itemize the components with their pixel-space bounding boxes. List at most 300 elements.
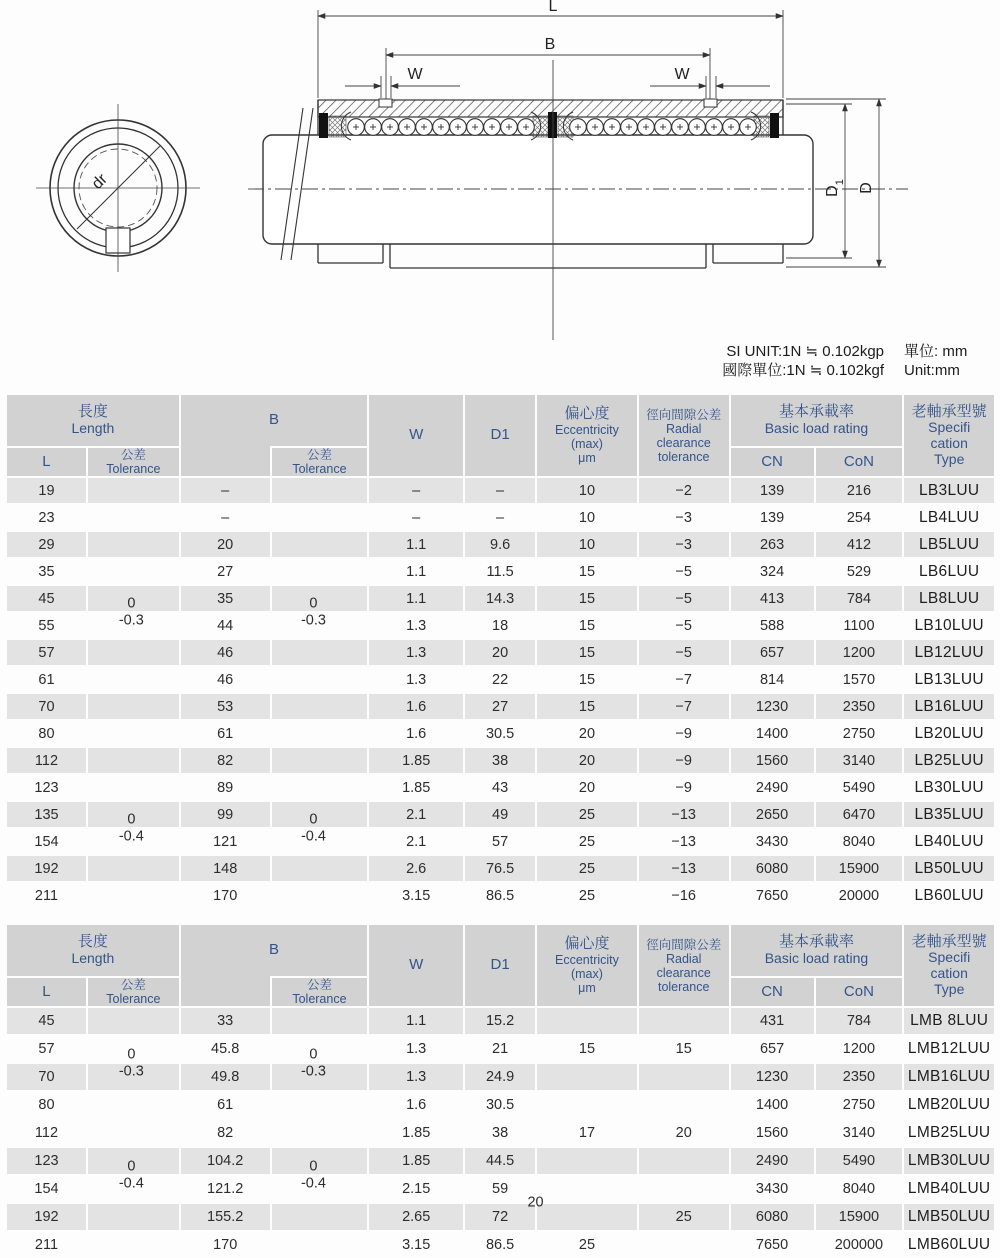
cell-L-tolerance <box>88 1008 179 1034</box>
cell-B: 148 <box>181 856 270 881</box>
cell-L: 55 <box>7 613 86 638</box>
cell-CN: 1230 <box>731 1064 814 1090</box>
cell-type: LMB16LUU <box>904 1064 994 1090</box>
cell-L: 112 <box>7 748 86 773</box>
cell-D1: – <box>465 478 535 503</box>
cell-D1: 38 <box>465 1120 535 1146</box>
cell-D1: 86.5 <box>465 883 535 908</box>
cell-L-tolerance <box>88 532 179 557</box>
cell-eccentricity: 15 <box>537 613 637 638</box>
cell-B-tolerance <box>272 1232 368 1258</box>
cell-L: 112 <box>7 1120 86 1146</box>
cell-L: 123 <box>7 1148 86 1174</box>
cell-eccentricity: 25 <box>537 829 637 854</box>
cell-D1: 30.5 <box>465 721 535 746</box>
cell-L: 123 <box>7 775 86 800</box>
header-cn: CN <box>731 978 814 1006</box>
header-length: 長度 Length <box>7 925 179 976</box>
cell-W: 2.6 <box>369 856 463 881</box>
cell-L-tolerance <box>88 505 179 530</box>
cell-radial-clearance: −9 <box>639 775 729 800</box>
cell-D1: 59 <box>465 1176 535 1202</box>
cell-B-tolerance <box>272 559 368 584</box>
cell-L-tolerance <box>88 667 179 692</box>
cell-W: 1.85 <box>369 1120 463 1146</box>
cell-W: 1.85 <box>369 775 463 800</box>
cell-B: 46 <box>181 640 270 665</box>
unit-mm-cjk: 單位: mm <box>904 343 968 360</box>
dimension-label-w-left: W <box>407 66 423 83</box>
merged-value-ecc: 20 <box>527 1194 544 1211</box>
cell-type: LB35LUU <box>904 802 994 827</box>
cell-CoN: 15900 <box>816 856 903 881</box>
cell-B: 170 <box>181 1232 270 1258</box>
cell-CN: 1400 <box>731 721 814 746</box>
shaft <box>263 135 813 244</box>
cell-L-tolerance <box>88 1092 179 1118</box>
cell-radial-clearance <box>639 1064 729 1090</box>
cell-CN: 1560 <box>731 1120 814 1146</box>
cell-eccentricity: 25 <box>537 1232 637 1258</box>
cell-D1: 43 <box>465 775 535 800</box>
cell-W: 1.1 <box>369 1008 463 1034</box>
cell-type: LB4LUU <box>904 505 994 530</box>
cell-B-tolerance <box>272 748 368 773</box>
cell-L: 211 <box>7 883 86 908</box>
header-type: 老軸承型號 Specifi cation Type <box>904 925 994 1006</box>
cell-D1: 44.5 <box>465 1148 535 1174</box>
cell-W: 3.15 <box>369 1232 463 1258</box>
cell-type: LB20LUU <box>904 721 994 746</box>
header-basic-load-rating: 基本承載率 Basic load rating <box>731 925 903 976</box>
cell-type: LB3LUU <box>904 478 994 503</box>
cell-CoN: 5490 <box>816 1148 903 1174</box>
cell-L: 23 <box>7 505 86 530</box>
cell-B-tolerance <box>272 532 368 557</box>
cell-eccentricity: 15 <box>537 640 637 665</box>
cell-D1: 76.5 <box>465 856 535 881</box>
cell-W: 1.3 <box>369 1036 463 1062</box>
cell-CN: 1400 <box>731 1092 814 1118</box>
cell-CoN: 20000 <box>816 883 903 908</box>
intl-unit-note: 國際單位:1N ≒ 0.102kgf <box>722 361 884 379</box>
cell-radial-clearance: −9 <box>639 748 729 773</box>
cell-eccentricity: 20 <box>537 721 637 746</box>
cell-B: 53 <box>181 694 270 719</box>
cell-B-tolerance <box>272 640 368 665</box>
cell-radial-clearance: 15 <box>639 1036 729 1062</box>
cell-B-tolerance <box>272 1092 368 1118</box>
dimension-label-l: L <box>548 0 558 15</box>
cell-CoN: 3140 <box>816 748 903 773</box>
cell-CoN: 8040 <box>816 829 903 854</box>
header-b: B <box>181 395 368 446</box>
cell-L-tolerance <box>88 721 179 746</box>
cell-CN: 657 <box>731 1036 814 1062</box>
cell-L: 57 <box>7 1036 86 1062</box>
cell-D1: 57 <box>465 829 535 854</box>
cell-eccentricity: 20 <box>537 748 637 773</box>
cell-B: 61 <box>181 721 270 746</box>
cell-eccentricity: 20 <box>537 775 637 800</box>
cell-eccentricity: 15 <box>537 694 637 719</box>
cell-D1: 18 <box>465 613 535 638</box>
cell-D1: 24.9 <box>465 1064 535 1090</box>
cell-B-tolerance <box>272 1120 368 1146</box>
cell-B: 104.2 <box>181 1148 270 1174</box>
dimension-label-dr: dr <box>88 170 111 193</box>
cell-type: LB12LUU <box>904 640 994 665</box>
cell-B: 82 <box>181 1120 270 1146</box>
cell-B: 27 <box>181 559 270 584</box>
cell-L-tolerance <box>88 559 179 584</box>
cell-B: 155.2 <box>181 1204 270 1230</box>
cell-radial-clearance: −13 <box>639 829 729 854</box>
cell-W: 1.6 <box>369 694 463 719</box>
cell-L: 29 <box>7 532 86 557</box>
cell-CN: 431 <box>731 1008 814 1034</box>
header-basic-load-rating: 基本承載率 Basic load rating <box>731 395 903 446</box>
cell-eccentricity <box>537 1008 637 1034</box>
cell-L-tolerance <box>88 1204 179 1230</box>
header-b-tolerance: 公差 Tolerance <box>272 448 368 476</box>
cell-CN: 657 <box>731 640 814 665</box>
cell-B: 49.8 <box>181 1064 270 1090</box>
merged-value-btol: 0 -0.4 <box>300 1158 326 1191</box>
cell-B: 33 <box>181 1008 270 1034</box>
header-l-tolerance: 公差 Tolerance <box>88 448 179 476</box>
cell-CoN: 529 <box>816 559 903 584</box>
cell-D1: 27 <box>465 694 535 719</box>
cell-W: – <box>369 478 463 503</box>
cell-CoN: 2350 <box>816 1064 903 1090</box>
cell-W: 1.1 <box>369 586 463 611</box>
cell-radial-clearance <box>639 1232 729 1258</box>
cell-L: 80 <box>7 721 86 746</box>
cell-CN: 2490 <box>731 1148 814 1174</box>
cell-eccentricity: 25 <box>537 856 637 881</box>
cell-D1: 72 <box>465 1204 535 1230</box>
unit-note <box>722 343 992 381</box>
header-con: CoN <box>816 448 903 476</box>
cell-type: LB60LUU <box>904 883 994 908</box>
header-l: L <box>7 448 86 476</box>
cell-D1: 38 <box>465 748 535 773</box>
cell-B-tolerance <box>272 856 368 881</box>
cell-B: 82 <box>181 748 270 773</box>
cell-W: 1.1 <box>369 559 463 584</box>
cell-type: LB16LUU <box>904 694 994 719</box>
cell-type: LB10LUU <box>904 613 994 638</box>
cell-CoN: 6470 <box>816 802 903 827</box>
cell-L: 45 <box>7 586 86 611</box>
cell-W: 1.1 <box>369 532 463 557</box>
cell-L: 70 <box>7 694 86 719</box>
cell-CoN: 2750 <box>816 721 903 746</box>
cell-L: 61 <box>7 667 86 692</box>
cell-B-tolerance <box>272 478 368 503</box>
cell-L: 154 <box>7 829 86 854</box>
cell-D1: 49 <box>465 802 535 827</box>
cell-CoN: 412 <box>816 532 903 557</box>
cell-CN: 413 <box>731 586 814 611</box>
cell-L-tolerance <box>88 640 179 665</box>
cell-D1: – <box>465 505 535 530</box>
cell-eccentricity: 15 <box>537 586 637 611</box>
cell-L: 154 <box>7 1176 86 1202</box>
merged-value-ltol: 0 -0.4 <box>118 1158 144 1191</box>
cell-radial-clearance: −3 <box>639 532 729 557</box>
cell-B: 170 <box>181 883 270 908</box>
cell-type: LB50LUU <box>904 856 994 881</box>
cell-radial-clearance <box>639 1148 729 1174</box>
cell-CN: 2490 <box>731 775 814 800</box>
cell-type: LB5LUU <box>904 532 994 557</box>
cell-CN: 6080 <box>731 1204 814 1230</box>
cell-L: 192 <box>7 856 86 881</box>
cell-CoN: 5490 <box>816 775 903 800</box>
cell-CN: 2650 <box>731 802 814 827</box>
cell-type: LMB 8LUU <box>904 1008 994 1034</box>
header-cn: CN <box>731 448 814 476</box>
cell-CoN: 216 <box>816 478 903 503</box>
cell-radial-clearance: −5 <box>639 613 729 638</box>
cell-B: 20 <box>181 532 270 557</box>
merged-value-btol: 0 -0.3 <box>300 595 326 628</box>
unit-mm-en: Unit:mm <box>904 361 960 379</box>
cell-CN: 3430 <box>731 1176 814 1202</box>
cell-radial-clearance: −13 <box>639 856 729 881</box>
cell-type: LB8LUU <box>904 586 994 611</box>
cell-W: 1.3 <box>369 1064 463 1090</box>
cell-W: 2.15 <box>369 1176 463 1202</box>
cell-type: LMB40LUU <box>904 1176 994 1202</box>
dimension-label-d: D <box>858 182 875 194</box>
cell-CN: 324 <box>731 559 814 584</box>
cell-CN: 263 <box>731 532 814 557</box>
cell-CN: 1560 <box>731 748 814 773</box>
cell-L-tolerance <box>88 856 179 881</box>
cell-eccentricity <box>537 1064 637 1090</box>
cell-eccentricity: 25 <box>537 883 637 908</box>
cell-CN: 6080 <box>731 856 814 881</box>
header-b-tolerance: 公差 Tolerance <box>272 978 368 1006</box>
cell-radial-clearance: −2 <box>639 478 729 503</box>
cell-L-tolerance <box>88 883 179 908</box>
si-unit-note: SI UNIT:1N ≒ 0.102kgp <box>726 343 884 360</box>
cell-radial-clearance <box>639 1176 729 1202</box>
header-radial-clearance: 徑向間隙公差 Radial clearance tolerance <box>639 395 729 476</box>
cell-CoN: 2750 <box>816 1092 903 1118</box>
cell-B: 121.2 <box>181 1176 270 1202</box>
cell-CN: 7650 <box>731 883 814 908</box>
cell-W: 1.6 <box>369 721 463 746</box>
cell-L-tolerance <box>88 1120 179 1146</box>
cell-W: 1.85 <box>369 1148 463 1174</box>
bearing-technical-drawing <box>0 0 1000 340</box>
cell-CoN: 254 <box>816 505 903 530</box>
cell-L: 70 <box>7 1064 86 1090</box>
cell-radial-clearance: −3 <box>639 505 729 530</box>
merged-value-ltol: 0 -0.3 <box>118 595 144 628</box>
cell-D1: 14.3 <box>465 586 535 611</box>
header-d1: D1 <box>465 925 535 1006</box>
cell-CoN: 1100 <box>816 613 903 638</box>
header-l: L <box>7 978 86 1006</box>
cell-L-tolerance <box>88 748 179 773</box>
table-header <box>7 395 994 476</box>
cell-CN: 3430 <box>731 829 814 854</box>
cell-type: LMB30LUU <box>904 1148 994 1174</box>
header-eccentricity: 偏心度 Eccentricity (max) μm <box>537 925 637 1006</box>
cell-D1: 20 <box>465 640 535 665</box>
cell-CN: 139 <box>731 505 814 530</box>
cell-B: 121 <box>181 829 270 854</box>
cell-CoN: 1570 <box>816 667 903 692</box>
cell-CoN: 1200 <box>816 640 903 665</box>
cell-radial-clearance: −5 <box>639 640 729 665</box>
cell-W: 2.1 <box>369 829 463 854</box>
table-header <box>7 925 994 1006</box>
cell-type: LB25LUU <box>904 748 994 773</box>
cell-radial-clearance <box>639 1092 729 1118</box>
cell-D1: 22 <box>465 667 535 692</box>
header-con: CoN <box>816 978 903 1006</box>
cell-B: 35 <box>181 586 270 611</box>
cell-B: – <box>181 505 270 530</box>
cell-W: 1.6 <box>369 1092 463 1118</box>
cell-eccentricity: 15 <box>537 559 637 584</box>
cell-type: LMB12LUU <box>904 1036 994 1062</box>
cell-eccentricity: 10 <box>537 478 637 503</box>
cell-eccentricity: 17 <box>537 1120 637 1146</box>
cell-CoN: 2350 <box>816 694 903 719</box>
section-view <box>248 0 908 340</box>
cell-D1: 11.5 <box>465 559 535 584</box>
cell-radial-clearance: 20 <box>639 1120 729 1146</box>
cell-eccentricity <box>537 1148 637 1174</box>
merged-value-ltol: 0 -0.4 <box>118 811 144 844</box>
cell-L-tolerance <box>88 775 179 800</box>
cell-radial-clearance: −5 <box>639 586 729 611</box>
cell-type: LMB25LUU <box>904 1120 994 1146</box>
cell-L-tolerance <box>88 1232 179 1258</box>
cell-L: 211 <box>7 1232 86 1258</box>
cell-CN: 7650 <box>731 1232 814 1258</box>
cell-radial-clearance: −7 <box>639 667 729 692</box>
cell-eccentricity <box>537 1092 637 1118</box>
header-radial-clearance: 徑向間隙公差 Radial clearance tolerance <box>639 925 729 1006</box>
header-d1: D1 <box>465 395 535 476</box>
cell-B-tolerance <box>272 505 368 530</box>
cell-CoN: 200000 <box>816 1232 903 1258</box>
cell-CN: 814 <box>731 667 814 692</box>
cell-B-tolerance <box>272 1204 368 1230</box>
dimension-label-b: B <box>544 36 556 53</box>
cell-eccentricity: 25 <box>537 802 637 827</box>
merged-value-btol: 0 -0.4 <box>300 811 326 844</box>
cell-CN: 588 <box>731 613 814 638</box>
cell-L: 45 <box>7 1008 86 1034</box>
cell-L: 80 <box>7 1092 86 1118</box>
cell-B: 89 <box>181 775 270 800</box>
cell-radial-clearance: −9 <box>639 721 729 746</box>
merged-value-btol: 0 -0.3 <box>300 1046 326 1079</box>
cell-D1: 21 <box>465 1036 535 1062</box>
cell-B: 61 <box>181 1092 270 1118</box>
cell-L: 19 <box>7 478 86 503</box>
table-body <box>7 478 994 908</box>
cell-CN: 139 <box>731 478 814 503</box>
cell-W: 1.3 <box>369 667 463 692</box>
cell-B: – <box>181 478 270 503</box>
cell-radial-clearance <box>639 1008 729 1034</box>
dimension-label-d1: $D_1$ <box>824 179 846 197</box>
dimension-label-w-right: W <box>674 66 690 83</box>
cell-eccentricity: 10 <box>537 505 637 530</box>
lmb-series-table <box>7 925 994 1258</box>
cell-L: 57 <box>7 640 86 665</box>
cell-type: LMB50LUU <box>904 1204 994 1230</box>
lb-series-table <box>7 395 994 908</box>
cell-B-tolerance <box>272 721 368 746</box>
cell-CoN: 3140 <box>816 1120 903 1146</box>
cell-L: 35 <box>7 559 86 584</box>
cell-D1: 30.5 <box>465 1092 535 1118</box>
cell-radial-clearance: −16 <box>639 883 729 908</box>
cell-W: 2.1 <box>369 802 463 827</box>
cell-type: LB13LUU <box>904 667 994 692</box>
cell-B-tolerance <box>272 667 368 692</box>
cell-type: LB30LUU <box>904 775 994 800</box>
cell-CoN: 8040 <box>816 1176 903 1202</box>
cell-D1: 15.2 <box>465 1008 535 1034</box>
cell-L: 135 <box>7 802 86 827</box>
cell-eccentricity: 15 <box>537 667 637 692</box>
cell-W: – <box>369 505 463 530</box>
header-w: W <box>369 925 463 1006</box>
cell-W: 1.85 <box>369 748 463 773</box>
header-length: 長度 Length <box>7 395 179 446</box>
cell-L-tolerance <box>88 478 179 503</box>
header-l-tolerance: 公差 Tolerance <box>88 978 179 1006</box>
cell-B: 44 <box>181 613 270 638</box>
cell-radial-clearance: −5 <box>639 559 729 584</box>
cell-CoN: 1200 <box>816 1036 903 1062</box>
cell-eccentricity: 10 <box>537 532 637 557</box>
cell-type: LMB60LUU <box>904 1232 994 1258</box>
cell-radial-clearance: 25 <box>639 1204 729 1230</box>
header-eccentricity: 偏心度 Eccentricity (max) μm <box>537 395 637 476</box>
cell-CoN: 15900 <box>816 1204 903 1230</box>
cell-CoN: 784 <box>816 586 903 611</box>
cell-type: LB40LUU <box>904 829 994 854</box>
cell-L: 192 <box>7 1204 86 1230</box>
cell-W: 2.65 <box>369 1204 463 1230</box>
cell-CN: 1230 <box>731 694 814 719</box>
cell-B: 46 <box>181 667 270 692</box>
cell-B: 99 <box>181 802 270 827</box>
cell-type: LB6LUU <box>904 559 994 584</box>
header-w: W <box>369 395 463 476</box>
cell-radial-clearance: −7 <box>639 694 729 719</box>
cell-D1: 9.6 <box>465 532 535 557</box>
front-view <box>36 104 200 272</box>
header-type: 老軸承型號 Specifi cation Type <box>904 395 994 476</box>
table-body <box>7 1008 994 1258</box>
cell-W: 3.15 <box>369 883 463 908</box>
cell-B-tolerance <box>272 1008 368 1034</box>
